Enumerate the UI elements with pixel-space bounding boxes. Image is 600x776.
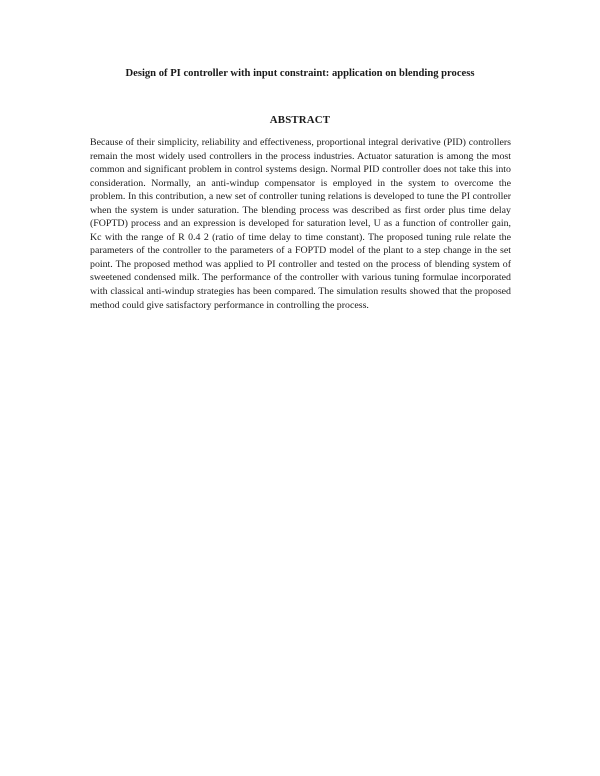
paper-title: Design of PI controller with input constraint: application on blending process [125, 68, 475, 79]
abstract-paragraph: Because of their simplicity, reliability and effectiveness, proportional integral derivative (PID) controllers remain the most widely used controllers in the process industries. Actuator saturation is among the most common and significant problem in control systems design. Normal PID controller does not take this into consideration. Normally, an anti-windup compensator is employed in the system to overcome the problem. In this contribution, a new set of controller tuning relations is developed to tune the PI controller when the system is under saturation. The blending process was described as first order plus time delay (FOPTD) process and an expression is developed for saturation level, U as a function of controller gain, Kc with the range of R 0.4 2 (ratio of time delay to time constant). The proposed tuning rule relate the parameters of the controller to the parameters of a FOPTD model of the plant to a step change in the set point. The proposed method was applied to PI controller and tested on the process of blending system of sweetened condensed milk. The performance of the controller with various tuning formulae incorporated with classical anti-windup strategies has been compared. The simulation results showed that the proposed method could give satisfactory performance in controlling the process. [90, 137, 511, 311]
abstract-heading: ABSTRACT [269, 114, 331, 126]
